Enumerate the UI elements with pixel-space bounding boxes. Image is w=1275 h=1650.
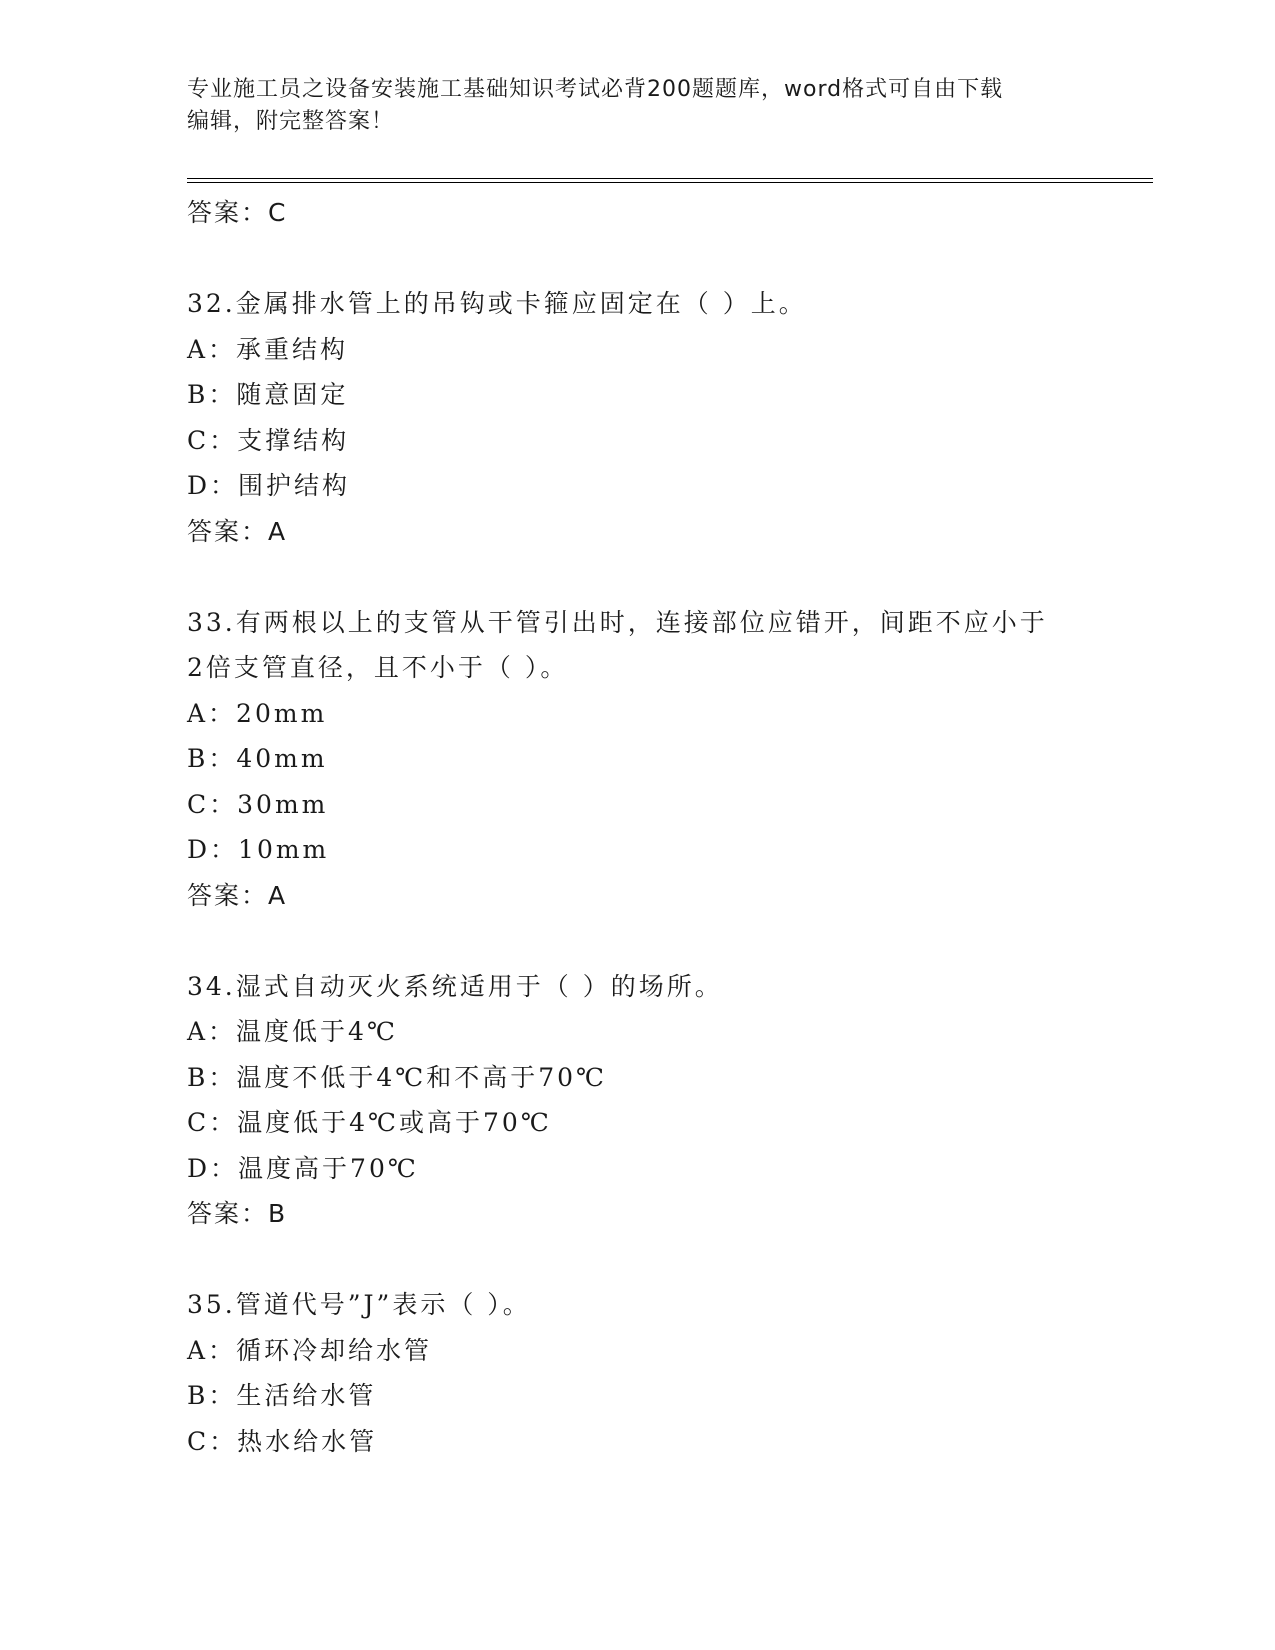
option-c: C：温度低于4℃或高于70℃ [187,1108,552,1137]
question-list [187,190,1153,1464]
option-b: B：温度不低于4℃和不高于70℃ [187,1062,608,1092]
header-line-2: 编辑，附完整答案！ [187,109,395,134]
header-divider-bottom [187,182,1153,183]
question-block [187,964,1153,1237]
option-d: D：围护结构 [187,471,351,500]
option-c: C：热水给水管 [187,1426,378,1456]
spacer [187,1237,1153,1283]
question-block [187,1282,1153,1464]
question-stem: 32.金属排水管上的吊钩或卡箍应固定在（ ）上。 [187,289,807,318]
option-c: C：支撑结构 [187,425,350,455]
answer-line: 答案：B [187,1199,288,1228]
question-stem: 33.有两根以上的支管从干管引出时，连接部位应错开，间距不应小于 [187,607,1048,637]
option-b: B：生活给水管 [187,1381,377,1410]
option-c: C：30mm [187,789,329,819]
answer-line: 答案：A [187,516,288,546]
option-a: A：20mm [187,698,328,728]
answer-line: 答案：C [187,198,288,227]
spacer [187,236,1153,282]
question-block [187,600,1153,919]
header-divider-top [187,178,1153,179]
question-block [187,281,1153,554]
question-stem: 35.管道代号”J”表示（ ）。 [187,1290,531,1319]
question-stem: 34.湿式自动灭火系统适用于（ ）的场所。 [187,971,723,1001]
option-b: B：40mm [187,744,328,773]
answer-line: 答案：A [187,880,288,910]
question-stem-continued: 2倍支管直径，且不小于（ ）。 [187,653,569,682]
option-a: A：循环冷却给水管 [187,1335,433,1365]
spacer [187,554,1153,600]
spacer [187,918,1153,964]
option-a: A：温度低于4℃ [187,1017,398,1046]
header-line-1: 专业施工员之设备安装施工基础知识考试必背200题题库，word格式可自由下载 [187,77,1004,102]
option-d: D：10mm [187,835,330,864]
document-header [187,74,1087,138]
option-b: B：随意固定 [187,380,349,409]
option-a: A：承重结构 [187,334,349,364]
option-d: D：温度高于70℃ [187,1153,419,1183]
